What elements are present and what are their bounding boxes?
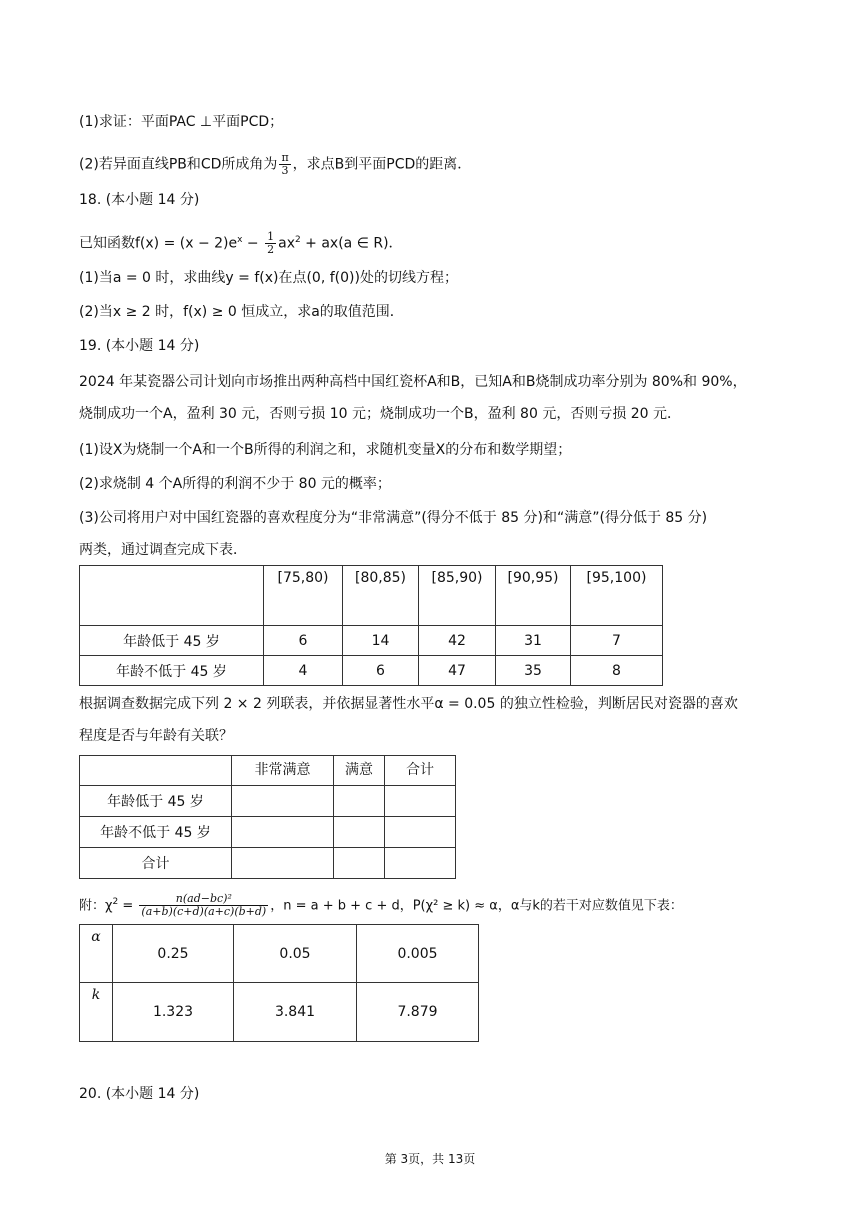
table-cell xyxy=(385,848,456,879)
table-cell: 3.841 xyxy=(234,983,357,1042)
table-cell: 年龄低于 45 岁 xyxy=(80,786,232,817)
table-header-cell xyxy=(80,756,232,786)
table-cell: 47 xyxy=(419,656,496,686)
critical-values-table xyxy=(79,924,479,1042)
q17-part2 xyxy=(79,152,471,177)
half-fraction: $\frac{1}{2}$ xyxy=(267,230,275,257)
q18-part2: (2)当x ≥ 2 时，f(x) ≥ 0 恒成立，求a的取值范围． xyxy=(79,304,404,320)
q19-stem-line1: 2024 年某瓷器公司计划向市场推出两种高档中国红瓷杯A和B，已知A和B烧制成功率分别为 80%和 90%， xyxy=(79,374,747,390)
table-cell: 年龄不低于 45 岁 xyxy=(80,817,232,848)
table-header-cell: 非常满意 xyxy=(232,756,334,786)
table-cell: 合计 xyxy=(80,848,232,879)
table-row xyxy=(80,983,479,1042)
page-footer: 第 3页，共 13页 xyxy=(384,1152,476,1166)
table-cell: 1.323 xyxy=(113,983,234,1042)
table-header-cell xyxy=(80,566,264,626)
q19-header: 19. (本小题 14 分) xyxy=(79,338,200,354)
table-cell: 7 xyxy=(571,626,663,656)
table-cell: 14 xyxy=(343,626,419,656)
alpha-label-cell: α xyxy=(80,925,113,983)
q19-part1: (1)设X为烧制一个A和一个B所得的利润之和，求随机变量X的分布和数学期望； xyxy=(79,442,572,458)
table-row xyxy=(80,848,456,879)
table-header-cell: [95,100) xyxy=(571,566,663,626)
table-row xyxy=(80,656,663,686)
table-header-row xyxy=(80,756,456,786)
table-header-cell: [85,90) xyxy=(419,566,496,626)
table-cell: 8 xyxy=(571,656,663,686)
q19-part2: (2)求烧制 4 个A所得的利润不少于 80 元的概率； xyxy=(79,476,391,492)
table-header-cell: [90,95) xyxy=(496,566,571,626)
table-header-cell: 满意 xyxy=(334,756,385,786)
q19-stem-line2: 烧制成功一个A，盈利 30 元，否则亏损 10 元；烧制成功一个B，盈利 80 元，否则亏损 20 元． xyxy=(79,406,682,422)
table-cell xyxy=(334,786,385,817)
table-cell xyxy=(385,786,456,817)
chi-square-note: 附：$\chi^2$ = $\frac{\text{n(ad−bc)²}}{(a+b)(c+d)(a+c)(b+d)}$ ，n = a + b + c + d，P(χ² ≥ k) ≈ α，α与k的若干对应数值见下表： xyxy=(79,892,683,919)
table-cell: 6 xyxy=(264,626,343,656)
q19-part3-line1: (3)公司将用户对中国红瓷器的喜欢程度分为“非常满意”(得分不低于 85 分)和“满意”(得分低于 85 分) xyxy=(79,510,708,526)
table-cell xyxy=(232,848,334,879)
table-row xyxy=(80,626,663,656)
chi-square-fraction: $\frac{\text{n(ad−bc)²}}{(a+b)(c+d)(a+c)(b+d)}$ xyxy=(141,892,267,919)
table-cell: 31 xyxy=(496,626,571,656)
q18-part1: (1)当a = 0 时，求曲线y = f(x)在点(0, f(0))处的切线方程； xyxy=(79,270,458,286)
table-cell xyxy=(385,817,456,848)
table-cell xyxy=(232,817,334,848)
table-row xyxy=(80,786,456,817)
table-cell: 4 xyxy=(264,656,343,686)
score-distribution-table xyxy=(79,565,663,686)
table-cell: 0.25 xyxy=(113,925,234,983)
q17-part2-text-a: (2)若异面直线PB和CD所成角为 xyxy=(79,156,278,173)
table-header-row xyxy=(80,566,663,626)
table-header-cell: 合计 xyxy=(385,756,456,786)
table-cell: 7.879 xyxy=(357,983,479,1042)
contingency-instruction-line1: 根据调查数据完成下列 2 × 2 列联表，并依据显著性水平α = 0.05 的独立性检验，判断居民对瓷器的喜欢 xyxy=(79,696,738,712)
q20-header: 20. (本小题 14 分) xyxy=(79,1086,200,1102)
pi-over-3-fraction: $\frac{\pi}{3}$ xyxy=(281,151,289,177)
table-cell: 0.005 xyxy=(357,925,479,983)
table-row xyxy=(80,925,479,983)
q19-part3-line2: 两类，通过调查完成下表． xyxy=(79,542,247,558)
table-cell: 35 xyxy=(496,656,571,686)
q17-part2-text-b: ，求点B到平面PCD的距离． xyxy=(292,156,472,173)
table-header-cell: [75,80) xyxy=(264,566,343,626)
q18-header: 18. (本小题 14 分) xyxy=(79,192,200,208)
k-label-cell: k xyxy=(80,983,113,1042)
table-cell xyxy=(334,817,385,848)
contingency-instruction-line2: 程度是否与年龄有关联？ xyxy=(79,728,233,744)
table-row xyxy=(80,817,456,848)
q18-stem: 已知函数$f(x) = (x - 2)e^x$ − $\frac{1}{2}$ $ax^2 + ax(a$ ∈ R)． xyxy=(79,230,403,257)
table-cell: 年龄低于 45 岁 xyxy=(80,626,264,656)
table-cell: 6 xyxy=(343,656,419,686)
table-cell: 42 xyxy=(419,626,496,656)
table-header-cell: [80,85) xyxy=(343,566,419,626)
q17-part1: (1)求证：平面PAC ⊥平面PCD； xyxy=(79,114,284,130)
table-cell: 0.05 xyxy=(234,925,357,983)
contingency-table xyxy=(79,755,456,879)
table-cell: 年龄不低于 45 岁 xyxy=(80,656,264,686)
table-cell xyxy=(334,848,385,879)
table-cell xyxy=(232,786,334,817)
